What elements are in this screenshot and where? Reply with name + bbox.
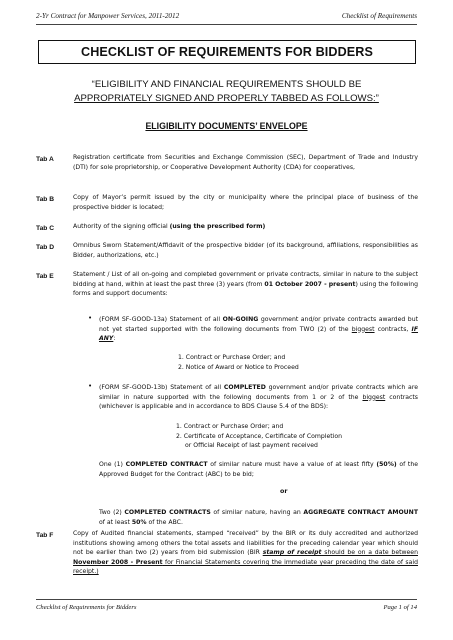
tab-e-label: Tab E [36,273,54,280]
header-left-text: 2-Yr Contract for Manpower Services, 2011-2012 [36,12,180,20]
tab-d-label: Tab D [36,244,55,251]
envelope-title: ELIGIBILITY DOCUMENTS’ ENVELOPE [145,121,308,131]
tab-b-label: Tab B [36,196,55,203]
tab-d-text: Omnibus Sworn Statement/Affidavit of the prospective bidder (of its background, affiliations, responsibilities as Bidder, authorizations, etc.) [73,242,418,259]
bullet-marker: • [88,382,93,390]
tab-a-text: Registration certificate from Securities and Exchange Commission (SEC), Department of Trade and Industry (DTI) for sole proprietorship, or Cooperative Development Authority (CDA) for cooperatives, [73,154,418,171]
page-title: CHECKLIST OF REQUIREMENTS FOR BIDDERS [38,40,416,64]
tab-f-text: Copy of Audited financial statements, stamped “received” by the BIR or its duly accredited and authorized institutions showing among others the total assets and liabilities for the preceding calendar year which should not be earlier than two (2) years from bid submission (BIR stamp of receipt should be on a date between November 2008 - Present for Financial Statements covering the immediate year preceding the date of said receipt.) [73,530,419,576]
tab-a-label: Tab A [36,156,54,163]
tab-c-text: Authority of the signing official (using the prescribed form) [73,223,266,230]
header-right-text: Checklist of Requirements [341,12,417,20]
completed-docs-item-2: 2. Certificate of Acceptance, Certificate of Completion [176,432,343,440]
or-separator: or [280,488,288,495]
tab-e-intro: Statement / List of all on-going and completed government or private contracts, similar in nature to the subject bidding at hand, within at least the past three (3) years (from 01 October 2007 - present) using the following forms and support documents: [73,271,419,298]
bullet-marker: • [88,314,93,322]
running-header [36,8,417,22]
ongoing-contracts-text: (FORM SF-GOOD-13a) Statement of all ON-GOING government and/or private contracts awarded but not yet started supported with the following documents from TWO (2) of the biggest contracts, IF ANY: [99,316,419,343]
subtitle-line-2: APPROPRIATELY SIGNED AND PROPERLY TABBED AS FOLLOWS:” [74,93,379,104]
one-contract-requirement: One (1) COMPLETED CONTRACT of similar nature must have a value of at least fifty (50%) of the Approved Budget for the Contract (ABC) to be bid; [99,461,419,478]
tab-c-label: Tab C [36,225,55,232]
two-contracts-requirement: Two (2) COMPLETED CONTRACTS of similar nature, having an AGGREGATE CONTRACT AMOUNT of at least 50% of the ABC. [99,509,419,526]
footer-left-text: Checklist of Requirements for Bidders [36,604,137,611]
ongoing-docs-item-2: 2. Notice of Award or Notice to Proceed [178,364,299,371]
footer-divider [36,599,417,600]
running-footer [36,602,417,614]
completed-docs-item-1: 1. Contract or Purchase Order; and [176,423,284,430]
ongoing-docs-item-1: 1. Contract or Purchase Order; and [178,354,286,361]
completed-contracts-text: (FORM SF-GOOD-13b) Statement of all COMPLETED government and/or private contracts which are similar in nature supported with the following documents from 1 or 2 of the biggest contracts (whichever is applicable and in accordance to BDS Clause 5.4 of the BDS): [99,384,418,411]
subtitle-line-1: “ELIGIBILITY AND FINANCIAL REQUIREMENTS SHOULD BE [91,79,362,90]
header-divider [36,24,417,25]
completed-docs-list [176,422,418,451]
completed-docs-item-2-cont: or Official Receipt of last payment received [185,442,318,450]
tab-b-text: Copy of Mayor’s permit issued by the city or municipality where the principal place of business of the prospective bidder is located; [73,194,418,211]
tab-f-label: Tab F [36,532,54,539]
page-number: Page 1 of 14 [383,604,417,611]
